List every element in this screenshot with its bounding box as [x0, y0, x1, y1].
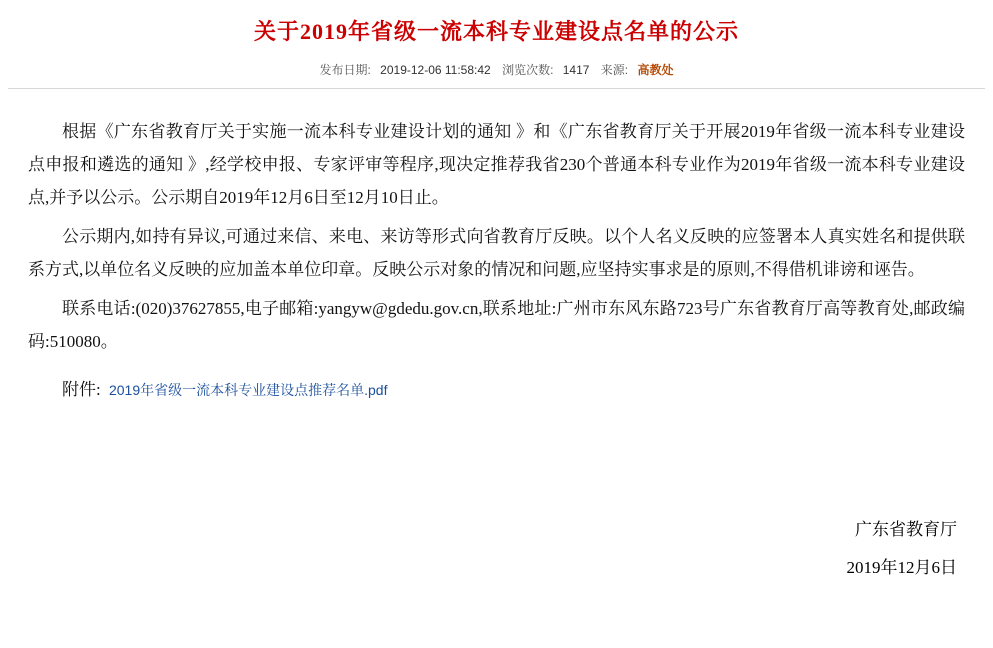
- signature-date: 2019年12月6日: [846, 557, 957, 577]
- publish-date-label: 发布日期:: [319, 62, 371, 77]
- signature-block: [847, 511, 958, 586]
- view-count-label: 浏览次数:: [502, 62, 554, 77]
- attachment-label: 附件:: [62, 379, 101, 399]
- paragraph-2: 公示期内,如持有异议,可通过来信、来电、来访等形式向省教育厅反映。以个人名义反映的应签署本人真实姓名和提供联系方式,以单位名义反映的应加盖本单位印章。反映公示对象的情况和问题,应坚持实事求是的原则,不得借机诽谤和诬告。: [28, 227, 965, 280]
- attachment-row: [28, 373, 965, 406]
- signature-organization: 广东省教育厅: [855, 520, 957, 540]
- page-title: 关于2019年省级一流本科专业建设点名单的公示: [253, 19, 739, 44]
- view-count-value: 1417: [562, 62, 590, 77]
- source: [601, 61, 674, 78]
- publish-date: [319, 61, 490, 78]
- paragraph-3: 联系电话:(020)37627855,电子邮箱:yangyw@gdedu.gov.cn,联系地址:广州市东风东路723号广东省教育厅高等教育处,邮政编码:510080。: [28, 299, 965, 352]
- document-meta: [0, 61, 993, 88]
- attachment-link[interactable]: 2019年省级一流本科专业建设点推荐名单.pdf: [108, 381, 388, 398]
- paragraph-1: 根据《广东省教育厅关于实施一流本科专业建设计划的通知 》和《广东省教育厅关于开展2019年省级一流本科专业建设点申报和遴选的通知 》,经学校申报、专家评审等程序,现决定推荐我省230个普通本科专业作为2019年省级一流本科专业建设点,并予以公示。公示期自2019年12月6日至12月10日止。: [28, 121, 965, 207]
- source-value: 高教处: [637, 62, 674, 77]
- publish-date-value: 2019-12-06 11:58:42: [380, 62, 491, 77]
- document-body: [0, 89, 993, 406]
- source-label: 来源:: [600, 62, 629, 77]
- view-count: [502, 61, 589, 78]
